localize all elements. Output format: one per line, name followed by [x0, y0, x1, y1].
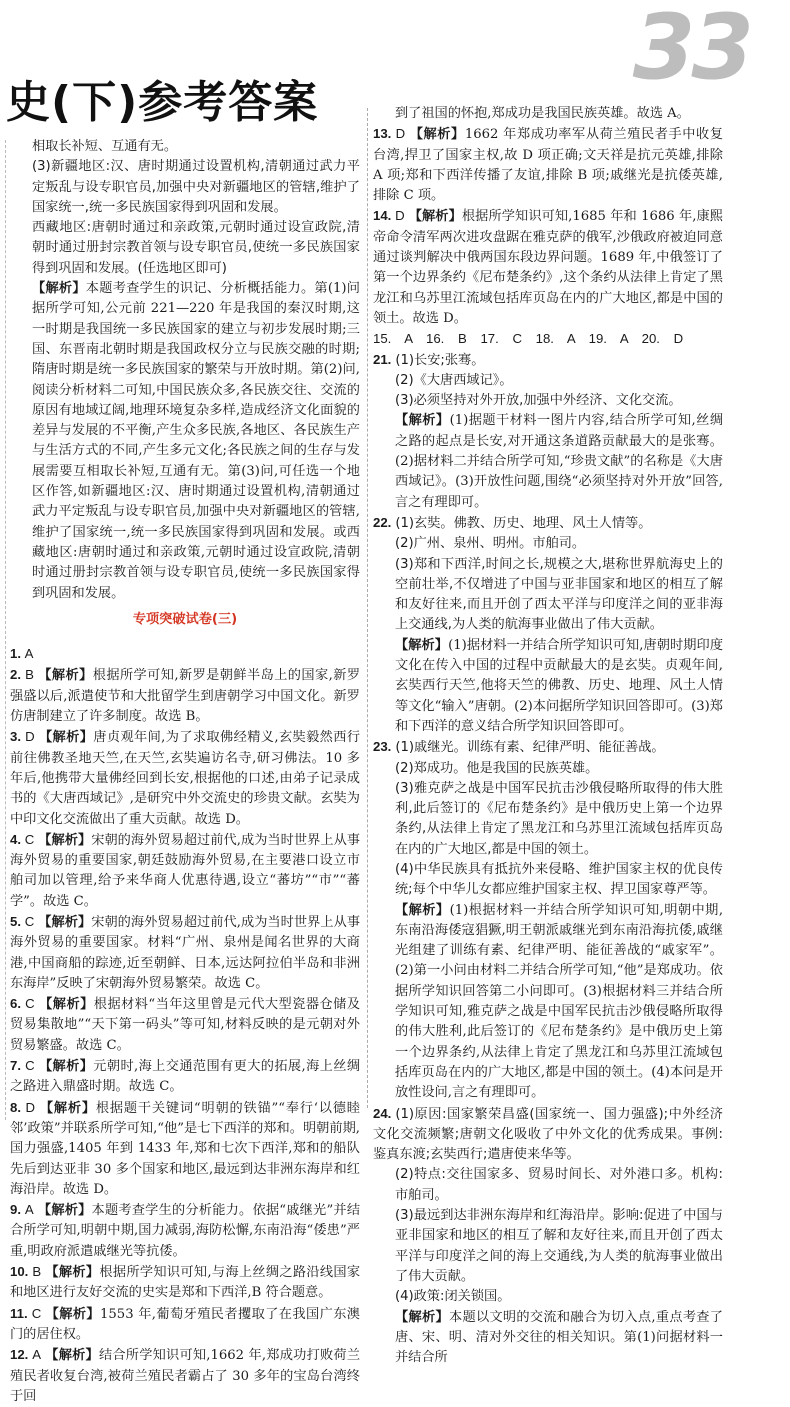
item-number — [10, 646, 33, 661]
item-answer: D — [395, 126, 406, 142]
analysis-paragraph — [395, 636, 723, 737]
item-number — [373, 1106, 391, 1121]
item-number — [10, 667, 34, 682]
analysis-tag: 【解析】 — [38, 730, 94, 746]
answer-paragraph — [32, 218, 360, 279]
analysis-tag: 【解析】 — [38, 1059, 94, 1075]
paragraph-text: (3)郑和下西洋,时间之长,规模之大,堪称世界航海史上的空前壮举,不仅增进了中国与亚非国家和地区的相互了解和友好往来,而且开创了西太平洋与印度洋之间的亚非海上交通线,为人类的航海事业做出了伟大贡献。 — [395, 556, 723, 633]
analysis-paragraph — [10, 1304, 360, 1346]
answer-item — [10, 137, 360, 157]
section-heading: 专项突破试卷(三) — [132, 611, 238, 627]
paragraph-text: 元朝时,海上交通范围有更大的拓展,海上丝绸之路进入鼎盛时期。故选 C。 — [10, 1059, 361, 1095]
answer-item — [373, 737, 723, 1103]
analysis-paragraph — [395, 1308, 723, 1369]
analysis-tag: 【解析】 — [45, 1265, 100, 1281]
analysis-tag: 【解析】 — [38, 914, 92, 930]
item-number — [10, 1100, 35, 1115]
answer-paragraph — [373, 1104, 723, 1166]
analysis-tag: 【解析】 — [38, 997, 94, 1013]
answer-paragraph — [395, 371, 723, 391]
item-number-label: 1. — [10, 646, 21, 662]
answer-item — [10, 644, 360, 665]
paragraph-text: (1)长安;张骞。 — [395, 352, 485, 368]
analysis-paragraph — [10, 1262, 360, 1304]
item-number-label: 10. — [10, 1264, 29, 1280]
analysis-tag: 【解析】 — [408, 209, 462, 225]
item-number-label: 3. — [10, 729, 21, 745]
answer-paragraph — [32, 137, 360, 157]
column-divider — [367, 108, 368, 1108]
analysis-paragraph — [10, 1056, 360, 1098]
answer-paragraph — [395, 779, 723, 860]
item-number — [10, 1202, 34, 1217]
paragraph-text: 唐贞观年间,为了求取佛经精义,玄奘毅然西行前往佛教圣地天竺,在天竺,玄奘遍访名寺,研习佛法。10 多年后,他携带大量佛经回到长安,根据他的口述,由弟子记录成书的《大唐西域记》,是研究中外交流史的珍贵文献。玄奘为中印文化交流做出了重大贡献。故选 D。 — [10, 730, 361, 827]
item-answer: C — [24, 913, 35, 929]
answer-paragraph — [395, 391, 723, 411]
item-number-label: 8. — [10, 1099, 21, 1115]
paragraph-text: (1)戚继光。训练有素、纪律严明、能征善战。 — [395, 740, 665, 756]
answer-paragraph — [373, 737, 723, 758]
left-column — [10, 137, 360, 1407]
answer-paragraph — [395, 759, 723, 779]
analysis-tag: 【解析】 — [45, 1306, 101, 1322]
item-answer: B — [32, 1264, 42, 1280]
item-number-label: 21. — [373, 351, 392, 367]
answer-item — [10, 1200, 360, 1262]
analysis-paragraph — [10, 994, 360, 1056]
analysis-tag: 【解析】 — [38, 832, 92, 848]
answer-item — [373, 124, 723, 206]
item-number-label: 11. — [10, 1305, 28, 1321]
paragraph-text: 根据题干关键词“明朝的铁锚”“奉行‘以德睦邻’政策”并联系所学可知,“他”是七下西洋的郑和。明朝前期,国力强盛,1405 年到 1433 年,郑和七次下西洋,郑和的船队先后到达亚非 30 多个国家和地区,最远到达非洲东海岸和红海沿岸。故选 D。 — [10, 1100, 360, 1197]
answer-item — [10, 727, 360, 829]
answer-item — [10, 1056, 360, 1098]
answer-paragraph — [373, 350, 723, 371]
item-number-label: 5. — [10, 913, 21, 929]
answer-item — [10, 830, 360, 912]
item-number-label: 2. — [10, 667, 21, 683]
answer-item — [10, 1304, 360, 1346]
answer-paragraph — [395, 1206, 723, 1287]
item-answer: C — [31, 1305, 42, 1321]
item-answer: C — [24, 831, 35, 847]
paragraph-text: 1662 年郑成功率军从荷兰殖民者手中收复台湾,捍卫了国家主权,故 D 项正确;文天祥是抗元英雄,排除 A 项;郑和下西洋传播了友谊,排除 B 项;戚继光是抗倭英雄,排除 C 项。 — [373, 127, 724, 204]
analysis-tag: 【解析】 — [409, 127, 465, 143]
paragraph-text: (1)玄奘。佛教、历史、地理、风土人情等。 — [395, 515, 652, 531]
item-answer: A — [24, 1202, 34, 1218]
paragraph-text: (2)特点:交往国家多、贸易时间长、对外港口多。机构:市舶司。 — [395, 1167, 723, 1203]
answer-paragraph — [395, 860, 723, 901]
paragraph-text: 本题以文明的交流和融合为切入点,重点考查了唐、宋、明、清对外交往的相关知识。第(1)问据材料一并结合所 — [395, 1309, 723, 1366]
item-answer: C — [25, 996, 35, 1012]
item-number — [373, 352, 391, 367]
answer-item — [10, 157, 360, 604]
right-blocks-b — [373, 350, 723, 1369]
analysis-paragraph — [373, 124, 723, 206]
analysis-paragraph — [10, 1345, 360, 1407]
paragraph-text: 1553 年,葡萄牙殖民者攫取了在我国广东澳门的居住权。 — [10, 1306, 360, 1342]
item-number — [373, 515, 391, 530]
multiple-choice-answers: 15. A 16. B 17. C 18. A 19. A 20. D — [373, 331, 684, 347]
answer-paragraph — [395, 534, 723, 554]
analysis-paragraph — [395, 411, 723, 512]
answer-item — [10, 665, 360, 727]
paragraph-text: (3)新疆地区:汉、唐时期通过设置机构,清朝通过武力平定叛乱与设专职官员,加强中央对新疆地区的管辖,维护了国家统一,统一多民族国家得到巩固和发展。 — [32, 159, 360, 215]
analysis-paragraph — [10, 912, 360, 994]
item-number — [10, 914, 34, 929]
item-number-label: 12. — [10, 1347, 29, 1363]
paragraph-text: 宋朝的海外贸易超过前代,成为当时世界上从事海外贸易的重要国家,朝廷鼓励海外贸易,在主要港口设立市舶司加以管理,给予来华商人优惠待遇,设立“蕃坊”“市”“蕃学”。故选 C。 — [10, 832, 361, 909]
paragraph-text: (1)根据材料一并结合所学知识可知,明朝中期,东南沿海倭寇猖獗,明王朝派戚继光到东南沿海抗倭,戚继光组建了训练有素、纪律严明、能征善战的“戚家军”。(2)第一小问由材料二并结合所学可知,“他”是郑成功。依据所学知识回答第二小问即可。(3)根据材料三并结合所学知识可知,雅克萨之战是中国军民抗击沙俄侵略所取得的伟大胜利,此后签订的《尼布楚条约》是中俄历史上第一个边界条约,从法律上肯定了黑龙江和乌苏里江流域包括库页岛在内的广大地区,都是中国的领土。(4)本问是开放性设问,言之有理即可。 — [395, 902, 724, 1101]
paragraph-text: 西藏地区:唐朝时通过和亲政策,元朝时通过设宣政院,清朝时通过册封宗教首领与设专职官员,使统一多民族国家得到巩固和发展。(任选地区即可) — [32, 220, 360, 276]
item-number — [10, 1306, 41, 1321]
answer-paragraph — [395, 104, 723, 124]
item-number-label: 4. — [10, 831, 21, 847]
right-blocks-a — [373, 104, 723, 329]
item-number — [10, 1264, 41, 1279]
analysis-paragraph — [395, 901, 723, 1104]
paragraph-text: (3)最远到达非洲东海岸和红海沿岸。影响:促进了中国与亚非国家和地区的相互了解和友好往来,而且开创了西太平洋与印度洋之间的海上交通线,为人类的航海事业做出了伟大贡献。 — [395, 1208, 723, 1284]
item-number — [10, 996, 35, 1011]
item-number — [373, 739, 391, 754]
answer-paragraph — [373, 513, 723, 534]
answer-item — [10, 1262, 360, 1304]
analysis-tag: 【解析】 — [395, 902, 450, 918]
left-blocks-a — [10, 137, 360, 604]
left-margin-dashed-line — [5, 140, 6, 1120]
item-number — [10, 832, 34, 847]
item-answer: D — [25, 1099, 36, 1115]
item-number — [10, 729, 35, 744]
item-number — [10, 1347, 41, 1362]
item-number-label: 6. — [10, 996, 21, 1012]
answer-paragraph — [395, 555, 723, 636]
item-number-label: 13. — [373, 126, 392, 142]
answer-paragraph — [10, 644, 360, 665]
paragraph-text: (3)必须坚持对外开放,加强中外经济、文化交流。 — [395, 393, 682, 409]
paragraph-text: 结合所学知识可知,1662 年,郑成功打败荷兰殖民者收复台湾,被荷兰殖民者霸占了 30 多年的宝岛台湾终于回 — [10, 1348, 361, 1404]
item-number-label: 24. — [373, 1105, 392, 1121]
item-answer: A — [32, 1347, 42, 1363]
item-answer: D — [395, 208, 405, 224]
answer-item — [373, 513, 723, 737]
answer-item — [373, 350, 723, 513]
item-answer: C — [25, 1058, 35, 1074]
analysis-tag: 【解析】 — [32, 281, 86, 297]
analysis-tag: 【解析】 — [37, 1203, 92, 1219]
paragraph-text: (1)据材料一并结合所学知识可知,唐朝时期印度文化在传入中国的过程中贡献最大的是玄奘。贞观年间,玄奘西行天竺,他将天竺的佛教、历史、地理、风土人情等文化“输入”唐朝。(2)本问据所学知识回答即可。(3)郑和下西洋的意义结合所学知识回答即可。 — [395, 637, 724, 734]
paragraph-text: (4)中华民族具有抵抗外来侵略、维护国家主权的优良传统;每个中华儿女都应维护国家主权、捍卫国家尊严等。 — [395, 861, 723, 898]
analysis-tag: 【解析】 — [395, 637, 449, 653]
paragraph-text: 根据材料“当年这里曾是元代大型瓷器仓储及贸易集散地”“天下第一码头”等可知,材料反映的是元朝对外贸易繁盛。故选 C。 — [10, 997, 361, 1053]
answer-item — [373, 206, 723, 329]
paragraph-text: (2)郑成功。他是我国的民族英雄。 — [395, 760, 599, 776]
analysis-paragraph — [32, 279, 360, 604]
item-number-label: 9. — [10, 1202, 21, 1218]
answer-item — [373, 104, 723, 124]
paragraph-text: (1)据题干材料一图片内容,结合所学可知,丝绸之路的起点是长安,对开通这条道路贡献最大的是张骞。(2)据材料二并结合所学可知,“珍贵文献”的名称是《大唐西域记》。(3)开放性问题,围绕“必须坚持对外开放”回答,言之有理即可。 — [395, 413, 724, 510]
answer-paragraph — [395, 1165, 723, 1206]
item-answer: D — [25, 729, 35, 745]
paragraph-text: 宋朝的海外贸易超过前代,成为当时世界上从事海外贸易的重要国家。材料“广州、泉州是闻名世界的大商港,中国商船的踪迹,近至朝鲜、日本,远达阿拉伯半岛和非洲东海岸”反映了宋朝海外贸易繁荣。故选 C。 — [10, 914, 361, 991]
paragraph-text: (2)《大唐西域记》。 — [395, 372, 513, 388]
analysis-paragraph — [373, 206, 723, 329]
analysis-paragraph — [10, 665, 360, 727]
answer-paragraph — [32, 157, 360, 218]
answer-paragraph — [395, 1287, 723, 1307]
item-answer: B — [25, 667, 34, 683]
analysis-tag: 【解析】 — [395, 1309, 449, 1325]
answer-item — [10, 1345, 360, 1407]
item-number — [10, 1058, 35, 1073]
paragraph-text: 根据所学可知,新罗是朝鲜半岛上的国家,新罗强盛以后,派遣使节和大批留学生到唐朝学习中国文化。新罗仿唐制建立了许多制度。故选 B。 — [10, 668, 361, 725]
item-number-label: 22. — [373, 514, 392, 530]
paragraph-text: 相取长补短、互通有无。 — [32, 139, 178, 154]
analysis-tag: 【解析】 — [395, 413, 450, 429]
paragraph-text: 根据所学知识可知,1685 年和 1686 年,康熙帝命令清军两次进攻盘踞在雅克萨的俄军,沙俄政府被迫同意通过谈判解决中俄两国东段边界问题。1689 年,中俄签订了第一个边界条约《尼布楚条约》,这个条约从法律上肯定了黑龙江和乌苏里江流域包括库页岛在内的广大地区,都是中国的领土。故选 D。 — [373, 209, 723, 326]
page-number: 33 — [632, 0, 750, 100]
item-number-label: 14. — [373, 208, 392, 224]
item-number-label: 7. — [10, 1058, 21, 1074]
paragraph-text: 本题考查学生的识记、分析概括能力。第(1)问据所学可知,公元前 221—220 年是我国的秦汉时期,这一时期是我国统一多民族国家的建立与初步发展时期;三国、东晋南北朝时期是我国政权分立与民族交融的时期;隋唐时期是统一多民族国家的繁荣与开放时期。第(2)问,阅读分析材料二可知,中国民族众多,各民族交往、交流的原因有地域辽阔,地理环境复杂多样,造成经济文化面貌的差异与发展的不平衡,产生众多民族,各地区、各民族生产与生活方式的不同,产生多元文化;各民族之间的生存与发展需要互相取长补短,互通有无。第(3)问,可任选一个地区作答,如新疆地区:汉、唐时期通过设置机构,清朝通过武力平定叛乱与设专职官员,加强中央对新疆地区的管辖,维护了国家统一,统一多民族国家得到巩固和发展。或西藏地区:唐朝时通过和亲政策,元朝时通过设宣政院,清朝时通过册封宗教首领与设专职官员,使统一多民族国家得到巩固和发展。 — [32, 281, 360, 601]
right-column — [373, 104, 723, 1368]
answer-item — [10, 912, 360, 994]
analysis-tag: 【解析】 — [37, 668, 93, 684]
analysis-paragraph — [10, 727, 360, 829]
paragraph-text: 本题考查学生的分析能力。依据“戚继光”并结合所学可知,明朝中期,国力减弱,海防松懈,东南沿海“倭患”严重,明政府派遣戚继光等抗倭。 — [10, 1203, 361, 1259]
item-number-label: 23. — [373, 739, 392, 755]
answer-item — [373, 1104, 723, 1369]
analysis-tag: 【解析】 — [45, 1348, 99, 1364]
analysis-tag: 【解析】 — [39, 1100, 96, 1116]
paragraph-text: (4)政策:闭关锁国。 — [395, 1289, 511, 1305]
paragraph-text: (3)雅克萨之战是中国军民抗击沙俄侵略所取得的伟大胜利,此后签订的《尼布楚条约》是中俄历史上第一个边界条约,从法律上肯定了黑龙江和乌苏里江流域包括库页岛在内的广大地区,都是中国的领土。 — [395, 780, 723, 857]
paragraph-text: 到了祖国的怀抱,郑成功是我国民族英雄。故选 A。 — [395, 106, 690, 121]
analysis-paragraph — [10, 830, 360, 912]
item-number — [373, 126, 405, 141]
item-number — [373, 208, 405, 223]
paragraph-text: (1)原因:国家繁荣昌盛(国家统一、国力强盛);中外经济文化交流频繁;唐朝文化吸收了中外文化的优秀成果。事例:鉴真东渡;玄奘西行;遣唐使来华等。 — [373, 1106, 723, 1163]
paragraph-text: 根据所学知识可知,与海上丝绸之路沿线国家和地区进行友好交流的史实是郑和下西洋,B 符合题意。 — [10, 1265, 361, 1301]
left-blocks-b — [10, 644, 360, 1407]
page-title: 史(下)参考答案 — [6, 77, 319, 128]
item-answer: A — [24, 646, 34, 662]
answer-item — [10, 994, 360, 1056]
paragraph-text: (2)广州、泉州、明州。市舶司。 — [395, 536, 586, 552]
analysis-paragraph — [10, 1200, 360, 1262]
